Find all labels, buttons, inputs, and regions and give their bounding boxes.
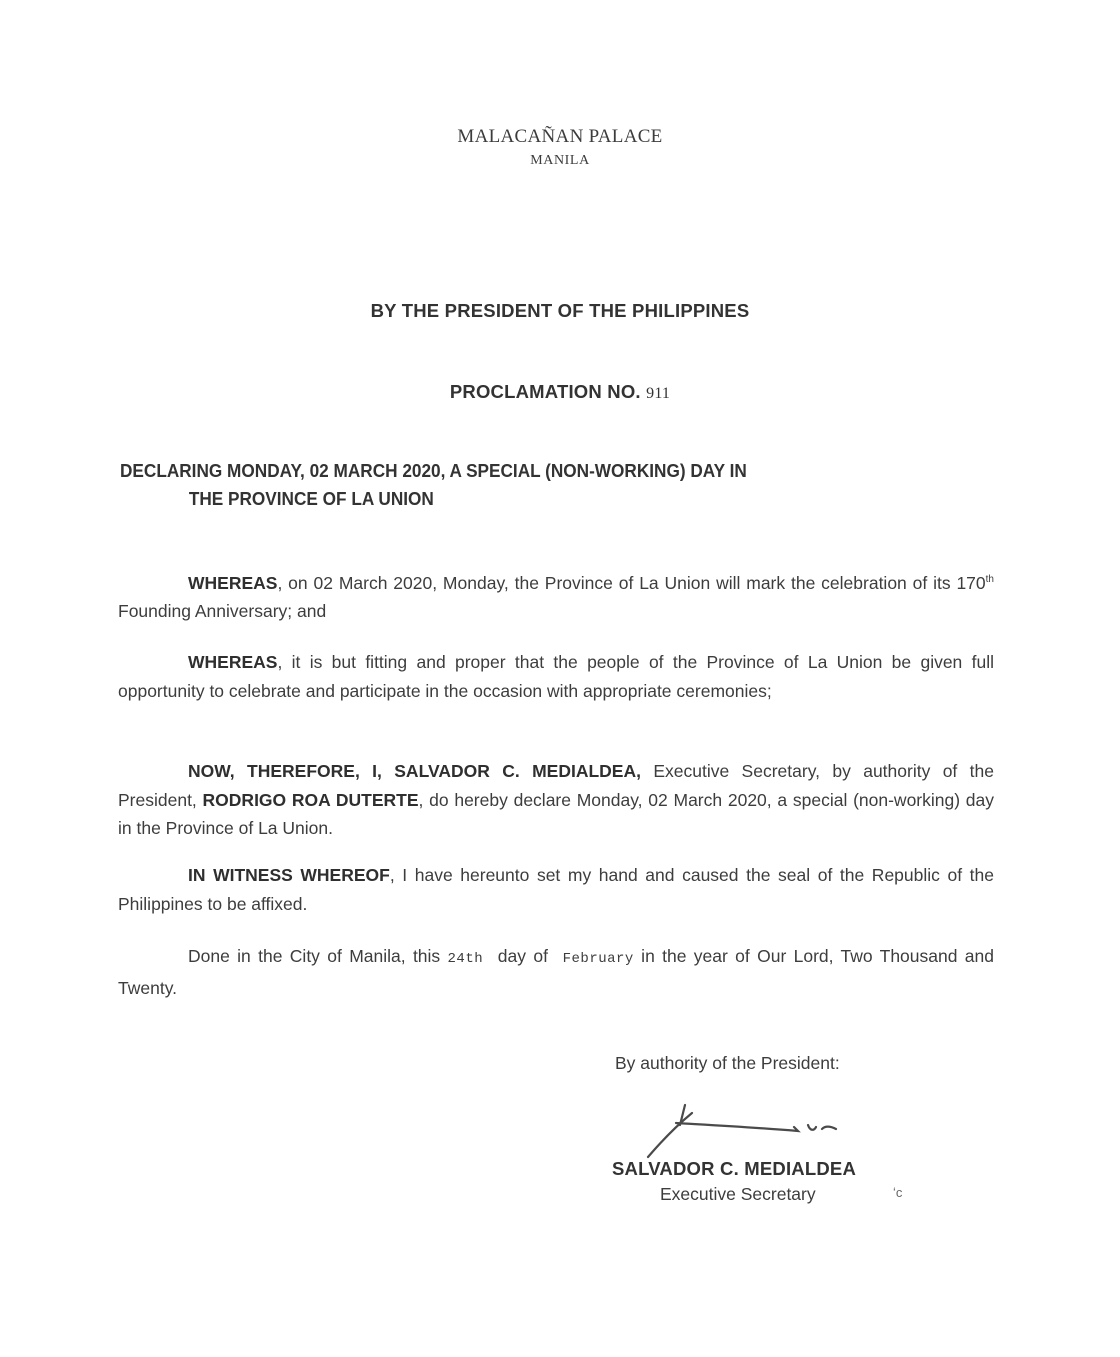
- lead-whereas: WHEREAS: [188, 572, 278, 593]
- typed-month: February: [562, 951, 634, 967]
- letterhead: [0, 124, 1120, 172]
- title-line-2: THE PROVINCE OF LA UNION: [188, 488, 434, 509]
- letterhead-city: MANILA: [530, 153, 590, 168]
- lead-whereas: WHEREAS: [188, 652, 278, 672]
- lead-now-therefore: NOW, THEREFORE, I, SALVADOR C. MEDIALDEA,: [188, 761, 641, 781]
- issuer-heading: BY THE PRESIDENT OF THE PHILIPPINES: [370, 300, 750, 321]
- paragraph-done-in: Done in the City of Manila, this 24th day of February in the year of Our Lord, Two Thousand and Twenty.: [118, 946, 995, 998]
- paragraph-whereas-2: WHEREAS, it is but fitting and proper that the people of the Province of La Union be given full opportunity to celebrate and participate in the occasion with appropriate ceremonies;: [118, 652, 994, 701]
- letterhead-office: MALACAÑAN PALACE: [457, 126, 663, 147]
- proclamation-number: [0, 381, 1120, 403]
- proclamation-number-value: 911: [646, 385, 671, 402]
- typed-day: 24th: [447, 951, 484, 967]
- proclamation-title: [120, 457, 938, 513]
- signature-icon: [640, 1095, 900, 1165]
- lead-in-witness: IN WITNESS WHEREOF: [188, 865, 390, 885]
- title-line-1: DECLARING MONDAY, 02 MARCH 2020, A SPECIAL (NON-WORKING) DAY IN: [120, 460, 747, 481]
- authority-line: By authority of the President:: [615, 1053, 840, 1073]
- initial-mark-icon: ʻc: [893, 1185, 903, 1200]
- paragraph-in-witness: IN WITNESS WHEREOF, I have hereunto set my hand and caused the seal of the Republic of the Philippines to be affixed.: [118, 865, 994, 914]
- signatory-position: Executive Secretary: [660, 1184, 816, 1204]
- signatory-name: SALVADOR C. MEDIALDEA: [612, 1158, 857, 1179]
- proclamation-label: PROCLAMATION NO.: [449, 381, 641, 402]
- paragraph-whereas-1: WHEREAS, on 02 March 2020, Monday, the Province of La Union will mark the celebration of its 170th Founding Anniversary; and: [118, 572, 994, 622]
- paragraph-now-therefore: NOW, THEREFORE, I, SALVADOR C. MEDIALDEA, Executive Secretary, by authority of the President, RODRIGO ROA DUTERTE, do hereby declare Monday, 02 March 2020, a special (non-working) day in the Province of La Union.: [118, 761, 995, 838]
- president-name: RODRIGO ROA DUTERTE: [202, 789, 419, 810]
